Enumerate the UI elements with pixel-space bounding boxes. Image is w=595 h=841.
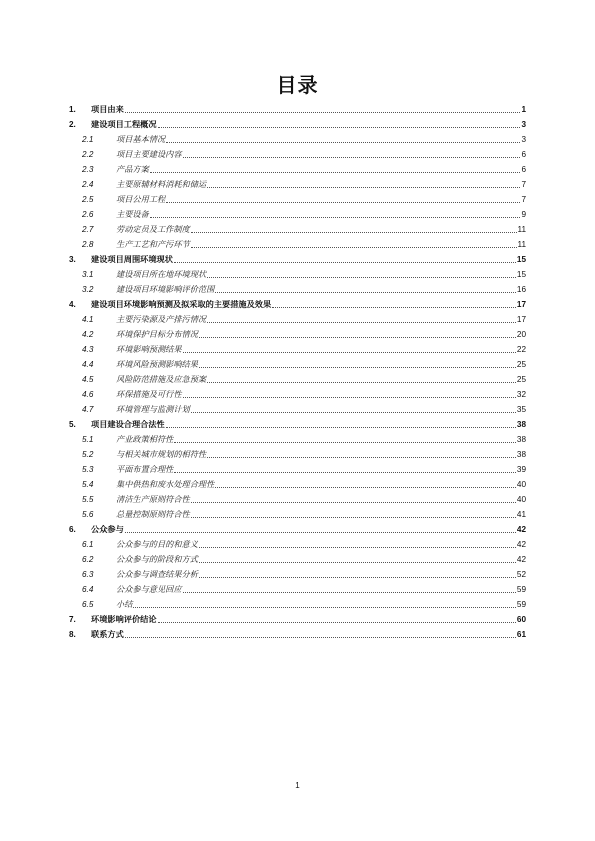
toc-entry-page: 20 xyxy=(516,330,526,339)
toc-entry-number: 6.1 xyxy=(82,540,94,549)
toc-entry-page: 42 xyxy=(516,555,526,564)
toc-entry-page: 32 xyxy=(516,390,526,399)
toc-entry-number: 2.1 xyxy=(82,135,94,144)
toc-entry-number: 4.5 xyxy=(82,375,94,384)
toc-entry-section[interactable] xyxy=(66,280,526,295)
toc-dot-leader xyxy=(215,486,516,488)
toc-entry-label: 主要污染源及产排污情况 xyxy=(116,314,207,324)
toc-entry-page: 3 xyxy=(521,135,526,144)
page-title: 目录 xyxy=(276,73,319,97)
toc-dot-leader xyxy=(166,426,516,428)
toc-entry-label: 项目公用工程 xyxy=(116,194,166,204)
toc-entry-chapter[interactable] xyxy=(66,625,526,640)
toc-entry-label: 产品方案 xyxy=(116,164,149,174)
toc-entry-label: 建设项目周围环境现状 xyxy=(91,254,173,264)
toc-entry-section[interactable] xyxy=(66,175,526,190)
table-of-contents xyxy=(66,100,526,640)
toc-entry-number: 4.4 xyxy=(82,360,94,369)
toc-entry-section[interactable] xyxy=(66,355,526,370)
toc-entry-page: 6 xyxy=(521,150,526,159)
toc-entry-label: 公众参与意见回应 xyxy=(116,584,182,594)
toc-dot-leader xyxy=(174,441,516,443)
toc-entry-number: 3.2 xyxy=(82,285,94,294)
toc-entry-label: 项目由来 xyxy=(91,104,124,114)
toc-entry-label: 环境风险预测影响结果 xyxy=(116,359,198,369)
toc-entry-label: 清洁生产原则符合性 xyxy=(116,494,190,504)
toc-dot-leader xyxy=(199,576,516,578)
toc-dot-leader xyxy=(125,111,521,113)
toc-entry-page: 17 xyxy=(516,300,526,309)
toc-entry-page: 42 xyxy=(516,540,526,549)
toc-entry-label: 主要设备 xyxy=(116,209,149,219)
toc-entry-number: 4.1 xyxy=(82,315,94,324)
toc-entry-number: 2.8 xyxy=(82,240,94,249)
toc-entry-label: 联系方式 xyxy=(91,629,124,639)
toc-entry-page: 3 xyxy=(521,120,526,129)
toc-entry-page: 6 xyxy=(521,165,526,174)
toc-dot-leader xyxy=(272,306,516,308)
toc-entry-label: 项目建设合理合法性 xyxy=(91,419,165,429)
toc-entry-page: 60 xyxy=(516,615,526,624)
toc-entry-label: 建设项目所在地环境现状 xyxy=(116,269,207,279)
toc-entry-section[interactable] xyxy=(66,235,526,250)
toc-dot-leader xyxy=(158,126,521,128)
toc-entry-page: 61 xyxy=(516,630,526,639)
toc-entry-section[interactable] xyxy=(66,565,526,580)
toc-entry-label: 与相关城市规划的相符性 xyxy=(116,449,207,459)
toc-entry-section[interactable] xyxy=(66,310,526,325)
toc-dot-leader xyxy=(158,621,516,623)
toc-dot-leader xyxy=(207,456,516,458)
toc-entry-number: 4.7 xyxy=(82,405,94,414)
toc-dot-leader xyxy=(199,561,516,563)
toc-entry-section[interactable] xyxy=(66,595,526,610)
toc-entry-chapter[interactable] xyxy=(66,295,526,310)
toc-entry-label: 建设项目环境影响预测及拟采取的主要措施及效果 xyxy=(91,299,272,309)
toc-entry-page: 7 xyxy=(521,195,526,204)
toc-entry-chapter[interactable] xyxy=(66,610,526,625)
toc-entry-page: 25 xyxy=(516,375,526,384)
toc-dot-leader xyxy=(199,546,516,548)
toc-entry-chapter[interactable] xyxy=(66,415,526,430)
toc-entry-page: 40 xyxy=(516,495,526,504)
toc-entry-number: 6.4 xyxy=(82,585,94,594)
toc-entry-page: 15 xyxy=(516,270,526,279)
toc-entry-section[interactable] xyxy=(66,340,526,355)
toc-entry-label: 建设项目环境影响评价范围 xyxy=(116,284,215,294)
toc-entry-label: 公众参与调查结果分析 xyxy=(116,569,198,579)
toc-entry-section[interactable] xyxy=(66,460,526,475)
page-number: 1 xyxy=(295,781,300,790)
toc-dot-leader xyxy=(150,216,521,218)
toc-dot-leader xyxy=(207,186,520,188)
toc-entry-page: 11 xyxy=(517,225,526,234)
toc-dot-leader xyxy=(191,246,517,248)
toc-entry-label: 建设项目工程概况 xyxy=(91,119,157,129)
toc-entry-number: 5.2 xyxy=(82,450,94,459)
toc-entry-section[interactable] xyxy=(66,445,526,460)
toc-dot-leader xyxy=(207,321,516,323)
toc-dot-leader xyxy=(191,516,516,518)
toc-entry-section[interactable] xyxy=(66,430,526,445)
toc-entry-number: 2.5 xyxy=(82,195,94,204)
toc-entry-page: 38 xyxy=(516,435,526,444)
toc-entry-page: 59 xyxy=(516,585,526,594)
toc-entry-label: 环境影响预测结果 xyxy=(116,344,182,354)
toc-dot-leader xyxy=(207,381,516,383)
toc-entry-page: 38 xyxy=(516,420,526,429)
toc-entry-label: 环境管理与监测计划 xyxy=(116,404,190,414)
toc-entry-section[interactable] xyxy=(66,505,526,520)
toc-entry-section[interactable] xyxy=(66,325,526,340)
toc-entry-section[interactable] xyxy=(66,400,526,415)
toc-entry-section[interactable] xyxy=(66,550,526,565)
toc-dot-leader xyxy=(207,276,516,278)
toc-dot-leader xyxy=(199,336,516,338)
toc-entry-label: 环保措施及可行性 xyxy=(116,389,182,399)
toc-entry-section[interactable] xyxy=(66,145,526,160)
toc-dot-leader xyxy=(133,606,516,608)
toc-entry-number: 6.3 xyxy=(82,570,94,579)
toc-entry-label: 集中供热和废水处理合理性 xyxy=(116,479,215,489)
toc-dot-leader xyxy=(183,351,516,353)
toc-entry-page: 40 xyxy=(516,480,526,489)
toc-entry-label: 小结 xyxy=(116,599,133,609)
toc-entry-page: 11 xyxy=(517,240,526,249)
toc-entry-chapter[interactable] xyxy=(66,250,526,265)
toc-entry-number: 4. xyxy=(69,300,76,309)
toc-dot-leader xyxy=(125,636,516,638)
toc-entry-number: 6.5 xyxy=(82,600,94,609)
toc-entry-chapter[interactable] xyxy=(66,100,526,115)
toc-dot-leader xyxy=(174,471,516,473)
toc-entry-page: 42 xyxy=(516,525,526,534)
toc-entry-page: 1 xyxy=(521,105,526,114)
toc-entry-number: 8. xyxy=(69,630,76,639)
toc-entry-section[interactable] xyxy=(66,190,526,205)
toc-entry-section[interactable] xyxy=(66,160,526,175)
toc-entry-page: 52 xyxy=(516,570,526,579)
toc-entry-number: 5. xyxy=(69,420,76,429)
toc-entry-label: 项目基本情况 xyxy=(116,134,166,144)
toc-entry-section[interactable] xyxy=(66,220,526,235)
toc-dot-leader xyxy=(215,291,516,293)
toc-entry-page: 9 xyxy=(521,210,526,219)
toc-dot-leader xyxy=(199,366,516,368)
toc-entry-page: 15 xyxy=(516,255,526,264)
toc-entry-label: 平面布置合理性 xyxy=(116,464,174,474)
toc-entry-number: 2.2 xyxy=(82,150,94,159)
toc-dot-leader xyxy=(183,591,516,593)
toc-entry-section[interactable] xyxy=(66,475,526,490)
toc-entry-number: 2.7 xyxy=(82,225,94,234)
toc-entry-page: 35 xyxy=(516,405,526,414)
toc-dot-leader xyxy=(125,531,516,533)
toc-entry-chapter[interactable] xyxy=(66,115,526,130)
toc-entry-page: 16 xyxy=(516,285,526,294)
toc-entry-number: 6. xyxy=(69,525,76,534)
toc-entry-page: 59 xyxy=(516,600,526,609)
toc-entry-section[interactable] xyxy=(66,265,526,280)
toc-entry-page: 17 xyxy=(516,315,526,324)
toc-entry-label: 环境影响评价结论 xyxy=(91,614,157,624)
toc-entry-label: 公众参与 xyxy=(91,524,124,534)
toc-dot-leader xyxy=(183,396,516,398)
toc-entry-page: 39 xyxy=(516,465,526,474)
toc-entry-number: 4.2 xyxy=(82,330,94,339)
toc-entry-number: 3.1 xyxy=(82,270,94,279)
toc-entry-section[interactable] xyxy=(66,370,526,385)
toc-entry-label: 公众参与的阶段和方式 xyxy=(116,554,198,564)
toc-dot-leader xyxy=(166,201,520,203)
toc-dot-leader xyxy=(174,261,516,263)
toc-entry-section[interactable] xyxy=(66,205,526,220)
toc-entry-number: 2.3 xyxy=(82,165,94,174)
toc-entry-label: 项目主要建设内容 xyxy=(116,149,182,159)
toc-entry-number: 5.5 xyxy=(82,495,94,504)
toc-entry-number: 5.3 xyxy=(82,465,94,474)
toc-dot-leader xyxy=(191,411,516,413)
toc-dot-leader xyxy=(166,141,520,143)
toc-entry-number: 5.6 xyxy=(82,510,94,519)
toc-entry-number: 5.1 xyxy=(82,435,94,444)
toc-dot-leader xyxy=(191,501,516,503)
toc-entry-label: 主要原辅材料消耗和储运 xyxy=(116,179,207,189)
toc-entry-section[interactable] xyxy=(66,535,526,550)
toc-dot-leader xyxy=(191,231,517,233)
toc-entry-label: 生产工艺和产污环节 xyxy=(116,239,190,249)
toc-entry-label: 风险防范措施及应急预案 xyxy=(116,374,207,384)
toc-entry-number: 6.2 xyxy=(82,555,94,564)
toc-entry-number: 1. xyxy=(69,105,76,114)
toc-entry-number: 7. xyxy=(69,615,76,624)
toc-entry-section[interactable] xyxy=(66,385,526,400)
toc-entry-page: 22 xyxy=(516,345,526,354)
toc-entry-page: 7 xyxy=(521,180,526,189)
toc-entry-number: 5.4 xyxy=(82,480,94,489)
toc-dot-leader xyxy=(150,171,521,173)
toc-entry-page: 25 xyxy=(516,360,526,369)
toc-entry-section[interactable] xyxy=(66,580,526,595)
toc-entry-label: 劳动定员及工作制度 xyxy=(116,224,190,234)
toc-entry-page: 41 xyxy=(516,510,526,519)
toc-entry-label: 总量控制原则符合性 xyxy=(116,509,190,519)
toc-entry-chapter[interactable] xyxy=(66,520,526,535)
toc-entry-section[interactable] xyxy=(66,130,526,145)
toc-entry-section[interactable] xyxy=(66,490,526,505)
toc-entry-page: 38 xyxy=(516,450,526,459)
toc-entry-number: 3. xyxy=(69,255,76,264)
toc-entry-label: 公众参与的目的和意义 xyxy=(116,539,198,549)
toc-entry-number: 2. xyxy=(69,120,76,129)
toc-entry-label: 环境保护目标分布情况 xyxy=(116,329,198,339)
toc-entry-number: 2.6 xyxy=(82,210,94,219)
toc-dot-leader xyxy=(183,156,521,158)
toc-entry-label: 产业政策相符性 xyxy=(116,434,174,444)
toc-entry-number: 4.6 xyxy=(82,390,94,399)
toc-entry-number: 4.3 xyxy=(82,345,94,354)
toc-entry-number: 2.4 xyxy=(82,180,94,189)
